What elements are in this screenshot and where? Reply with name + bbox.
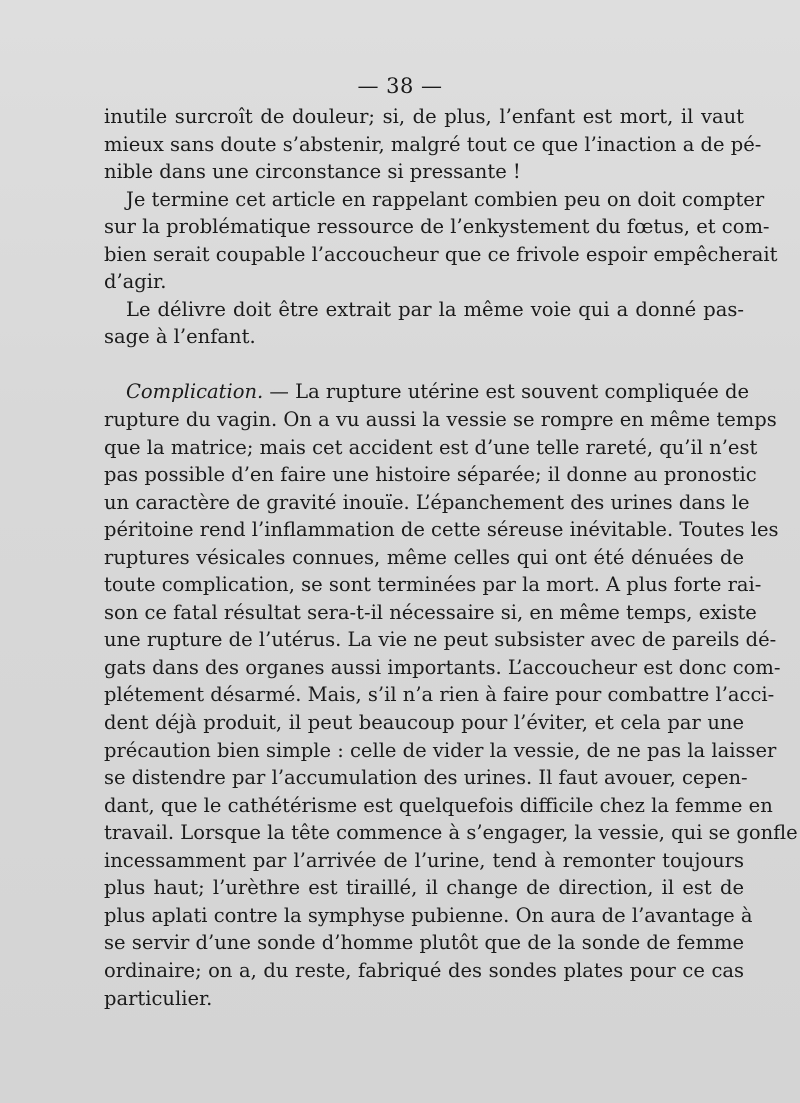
text-line: sage à l’enfant. — [104, 325, 256, 349]
text-line: pas possible d’en faire une histoire séparée; il donne au pronostic — [104, 463, 757, 487]
text-line: rupture du vagin. On a vu aussi la vessie se rompre en même temps — [104, 408, 777, 432]
text-line: se distendre par l’accumulation des urines. Il faut avouer, cepen- — [104, 766, 748, 790]
text-line: dent déjà produit, il peut beaucoup pour l’éviter, et cela par une — [104, 711, 744, 735]
text-line: inutile surcroît de douleur; si, de plus, l’enfant est mort, il vaut — [104, 105, 744, 128]
text-line: nible dans une circonstance si pressante ! — [104, 160, 521, 184]
body-text — [104, 103, 798, 1012]
text-line: Le délivre doit être extrait par la même voie qui a donné pas- — [126, 297, 744, 321]
section-heading: Complication. — [126, 380, 264, 404]
text-line: son ce fatal résultat sera-t-il nécessaire si, en même temps, existe — [104, 600, 757, 624]
text-line: gats dans des organes aussi importants. L’accoucheur est donc com- — [104, 655, 781, 679]
text-line: ruptures vésicales connues, même celles qui ont été dénuées de — [104, 545, 744, 569]
text-line: dant, que le cathétérisme est quelquefois difficile chez la femme en — [104, 793, 773, 817]
text-line: que la matrice; mais cet accident est d’une telle rareté, qu’il n’est — [104, 435, 758, 459]
text-line: mieux sans doute s’abstenir, malgré tout ce que l’inaction a de pé- — [104, 132, 762, 156]
text-line: travail. Lorsque la tête commence à s’engager, la vessie, qui se gonfle — [104, 821, 798, 845]
text-line: un caractère de gravité inouïe. L’épanchement des urines dans le — [104, 490, 750, 514]
text-line-content: — La rupture utérine est souvent compliquée de — [263, 380, 750, 404]
text-line: précaution bien simple : celle de vider la vessie, de ne pas la laisser — [104, 738, 777, 762]
text-line: plus aplati contre la symphyse pubienne. On aura de l’avantage à — [104, 903, 753, 927]
page-number: — 38 — — [357, 74, 443, 98]
text-line — [104, 378, 750, 406]
text-line: d’agir. — [104, 270, 167, 294]
text-line: plétement désarmé. Mais, s’il n’a rien à faire pour combattre l’acci- — [104, 683, 775, 707]
paragraph-gap — [104, 351, 744, 379]
text-line: toute complication, se sont terminées par la mort. A plus forte rai- — [104, 573, 762, 597]
text-line: Je termine cet article en rappelant combien peu on doit compter — [126, 187, 765, 211]
text-line: péritoine rend l’inflammation de cette séreuse inévitable. Toutes les — [104, 518, 779, 542]
text-line: se servir d’une sonde d’homme plutôt que de la sonde de femme — [104, 931, 744, 955]
text-line: particulier. — [104, 986, 213, 1010]
text-line: une rupture de l’utérus. La vie ne peut subsister avec de pareils dé- — [104, 628, 777, 652]
text-line: ordinaire; on a, du reste, fabriqué des sondes plates pour ce cas — [104, 958, 744, 982]
text-line: sur la problématique ressource de l’enkystement du fœtus, et com- — [104, 215, 770, 239]
text-line: bien serait coupable l’accoucheur que ce frivole espoir empêcherait — [104, 242, 778, 266]
text-line: plus haut; l’urèthre est tiraillé, il change de direction, il est de — [104, 876, 744, 900]
text-line: incessamment par l’arrivée de l’urine, tend à remonter toujours — [104, 848, 744, 872]
